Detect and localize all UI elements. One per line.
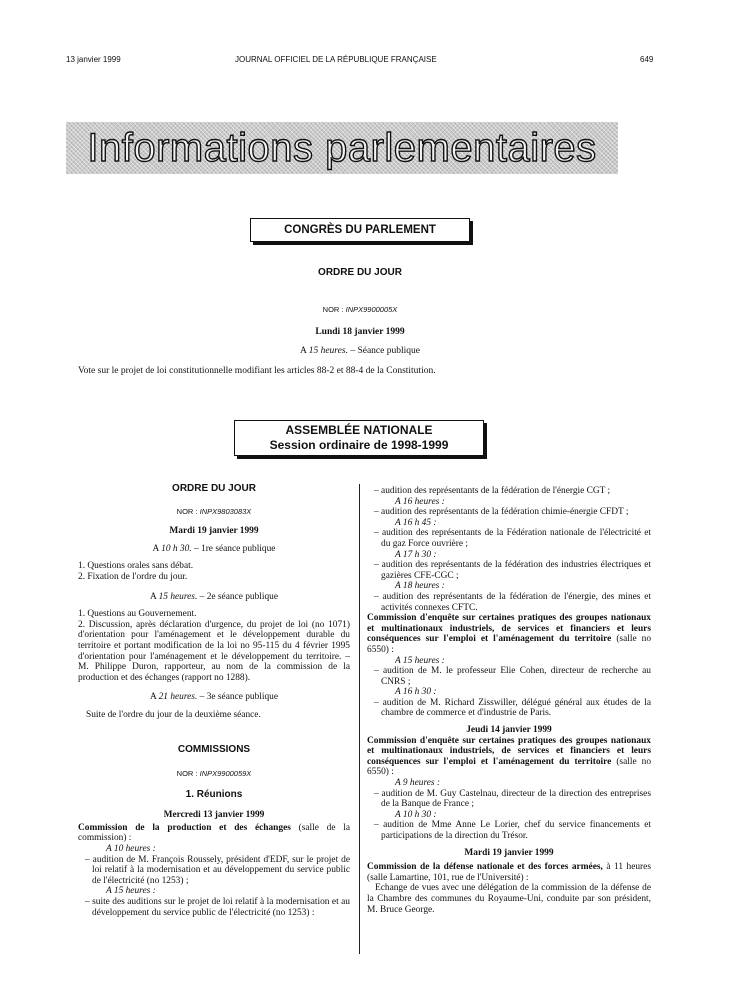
time-16h: A 16 heures :: [395, 496, 445, 507]
commissions-heading: COMMISSIONS: [177, 743, 251, 755]
left-nor: NOR : INPX9803083X: [176, 506, 252, 516]
congres-date: Lundi 18 janvier 1999: [315, 327, 405, 337]
banner-title: Informations parlementaires: [87, 126, 597, 170]
reunions-heading: 1. Réunions: [185, 788, 243, 800]
assemblee-box: [234, 420, 484, 456]
journal-title: JOURNAL OFFICIEL DE LA RÉPUBLIQUE FRANÇAISE: [235, 55, 437, 64]
production-commission: Commission de la production et des échanges (salle de la commission) :: [78, 822, 350, 844]
congres-box: [250, 218, 470, 242]
s2-heading: A 15 heures. – 2e séance publique: [149, 591, 279, 602]
time-15h-enq: A 15 heures :: [395, 655, 445, 666]
banner: [66, 122, 618, 174]
jeudi-date: Jeudi 14 janvier 1999: [466, 725, 552, 736]
time-15h: A 15 heures :: [106, 886, 156, 897]
congres-vote: Vote sur le projet de loi constitutionnelle modifiant les articles 88-2 et 88-4 de la Constitution.: [78, 366, 436, 376]
congres-ordre: ORDRE DU JOUR: [318, 267, 402, 278]
s3-heading: A 21 heures. – 3e séance publique: [149, 692, 279, 703]
time-10h: A 10 heures :: [106, 844, 156, 855]
congres-nor-code: INPX9900005X: [345, 305, 398, 314]
defense-text: Echange de vues avec une délégation de la commission de la défense de la Chambre des communes du Royaume-Uni, conduite par son président, M. Bruce George.: [367, 883, 651, 915]
mercredi-date: Mercredi 13 janvier 1999: [163, 810, 265, 821]
time-16h45: A 16 h 45 :: [395, 517, 437, 528]
s1-item-1: 1. Questions orales sans débat.: [78, 561, 194, 572]
congres-nor: NOR : INPX9900005X: [322, 305, 398, 314]
s1-item-2: 2. Fixation de l'ordre du jour.: [78, 571, 188, 582]
audition-fo: – audition des représentants de la Fédération nationale de l'électricité et du gaz Force ouvrière ;: [374, 528, 651, 549]
page-number: 649: [640, 55, 654, 64]
s2-item-2: 2. Discussion, après déclaration d'urgence, du projet de loi (no 1071) d'orientation pour l'aménagement et le développement durable du territoire et portant modification de la loi no 95-115 du 4 février 1995 d'orientation pour l'aménagement et le développement du territoire. – M. Philippe Duron, rapporteur, au nom de la commission de la production et des échanges (rapport no 1288).: [78, 619, 350, 683]
audition-cftc: – audition des représentants de la fédération de l'énergie, des mines et activités connexes CFTC.: [374, 591, 651, 613]
s1-heading: A 10 h 30. – 1re séance publique: [152, 543, 276, 554]
audition-cgt: – audition des représentants de la fédération de l'énergie CGT ;: [374, 486, 611, 496]
commissions-nor: NOR : INPX9900059X: [176, 769, 252, 779]
audition-cfe-cgc: – audition des représentants de la fédération des industries électriques et gazières CFE-CGC ;: [374, 560, 651, 581]
right-column: [367, 486, 651, 915]
s2-item-1: 1. Questions au Gouvernement.: [78, 609, 197, 620]
audition-cfdt: – audition des représentants de la fédération chimie-énergie CFDT ;: [374, 507, 629, 518]
time-17h30: A 17 h 30 :: [395, 549, 437, 560]
left-ordre: ORDRE DU JOUR: [172, 483, 256, 494]
time-10h30: A 10 h 30 :: [395, 809, 437, 820]
enquete-commission-2: Commission d'enquête sur certaines pratiques des groupes nationaux et multinationaux industriels, de services et financiers et leurs conséquences sur l'emploi et l'aménagement du territoire (salle no 6550) :: [367, 735, 652, 778]
audition-zisswiller: – audition de M. Richard Zisswiller, délégué général aux études de la chambre de commerce et d'industrie de Paris.: [374, 697, 651, 719]
left-column: [78, 484, 350, 918]
mardi-date: Mardi 19 janvier 1999: [464, 847, 554, 858]
enquete-commission-1: Commission d'enquête sur certaines pratiques des groupes nationaux et multinationaux industriels, de services et financiers et leurs conséquences sur l'emploi et l'aménagement du territoire (salle no 6550) :: [367, 613, 652, 655]
congres-time: A 15 heures. – Séance publique: [300, 346, 420, 356]
audition-le-lorier: – audition de Mme Anne Le Lorier, chef du service financements et participations de la direction du Trésor.: [374, 820, 651, 841]
congres-title: CONGRÈS DU PARLEMENT: [284, 224, 436, 236]
suite-auditions: – suite des auditions sur le projet de loi relatif à la modernisation et au développement du service public de l'électricité (no 1253) :: [85, 897, 350, 918]
audition-roussely: – audition de M. François Roussely, président d'EDF, sur le projet de loi relatif à la modernisation et au développement du service public de l'électricité (no 1253) ;: [85, 854, 350, 886]
audition-castelnau: – audition de M. Guy Castelnau, directeur de la direction des entreprises de la Banque de France ;: [374, 788, 651, 810]
left-date: Mardi 19 janvier 1999: [169, 526, 259, 537]
time-18h: A 18 heures :: [395, 581, 445, 592]
audition-cohen: – audition de M. le professeur Elie Cohen, directeur de recherche au CNRS ;: [374, 666, 651, 687]
s3-text: Suite de l'ordre du jour de la deuxième séance.: [86, 709, 261, 720]
header-date: 13 janvier 1999: [66, 55, 121, 64]
assemblee-title: ASSEMBLÉE NATIONALE: [285, 423, 433, 437]
time-9h: A 9 heures :: [395, 778, 441, 789]
time-16h30: A 16 h 30 :: [395, 687, 437, 698]
defense-commission: Commission de la défense nationale et des forces armées, à 11 heures (salle Lamartine, 101, rue de l'Université) :: [367, 862, 651, 883]
assemblee-session: Session ordinaire de 1998-1999: [269, 438, 449, 452]
column-divider: [359, 484, 360, 954]
